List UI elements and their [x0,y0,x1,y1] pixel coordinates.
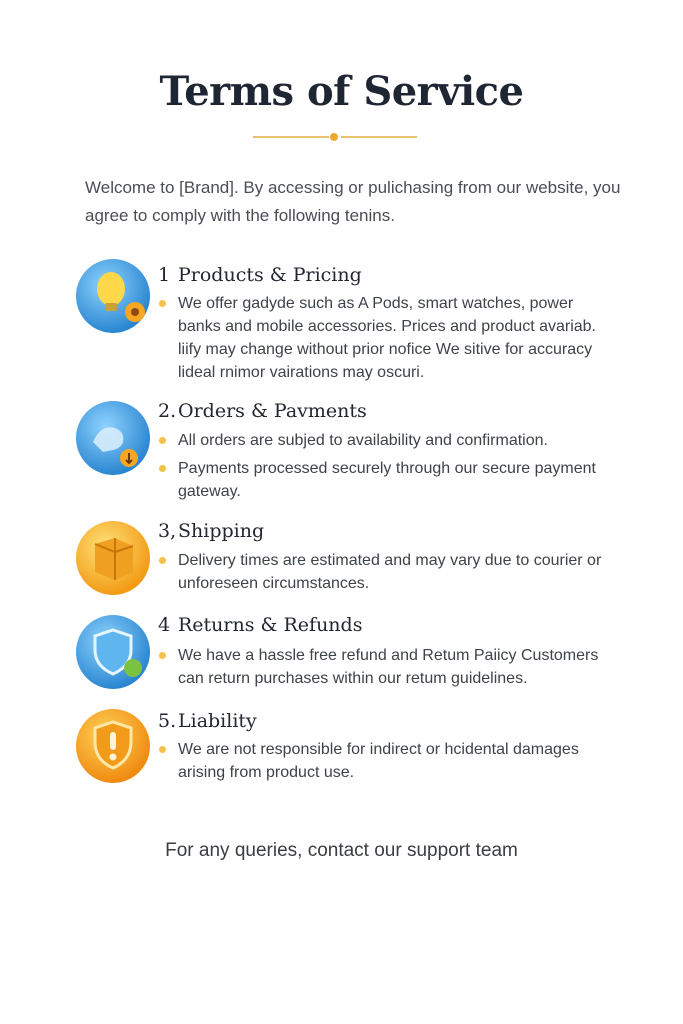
section-bullet: We are not responsible for indirect or hcidental damages arising from product use. [178,738,618,784]
section-heading: 1 Products & Pricing [158,264,362,286]
shield-check-icon [75,614,151,690]
warning-shield-icon [75,708,151,784]
section-bullet: Payments processed securely through our secure payment gateway. [178,457,618,503]
title-divider [253,136,417,138]
section-heading: 4 Returns & Refunds [158,614,363,636]
section-heading: 2.Orders & Pavments [158,400,367,422]
section-heading: 5.Liability [158,710,257,732]
lightbulb-icon [75,258,151,334]
section-bullet: We offer gadyde such as A Pods, smart watches, power banks and mobile accessories. Prices and product avariab. liify may change without prior nofice We sitive for accuracy lideal rnimor vairations may oscuri. [178,292,618,384]
section-heading: 3,Shipping [158,520,265,542]
footer-contact-text: For any queries, contact our support team [165,840,518,861]
section-bullet: Delivery times are estimated and may vary due to courier or unforeseen circumstances. [178,549,618,595]
intro-text: Welcome to [Brand]. By accessing or pulichasing from our website, you agree to comply with the following tenins. [85,178,621,225]
section-bullet: We have a hassle free refund and Retum Paiicy Customers can return purchases within our retum guidelines. [178,644,618,690]
payment-hand-icon [75,400,151,476]
shipping-box-icon [75,520,151,596]
page-title: Terms of Service [159,68,524,115]
section-bullet: All orders are subjed to availability and confirmation. [178,429,618,452]
